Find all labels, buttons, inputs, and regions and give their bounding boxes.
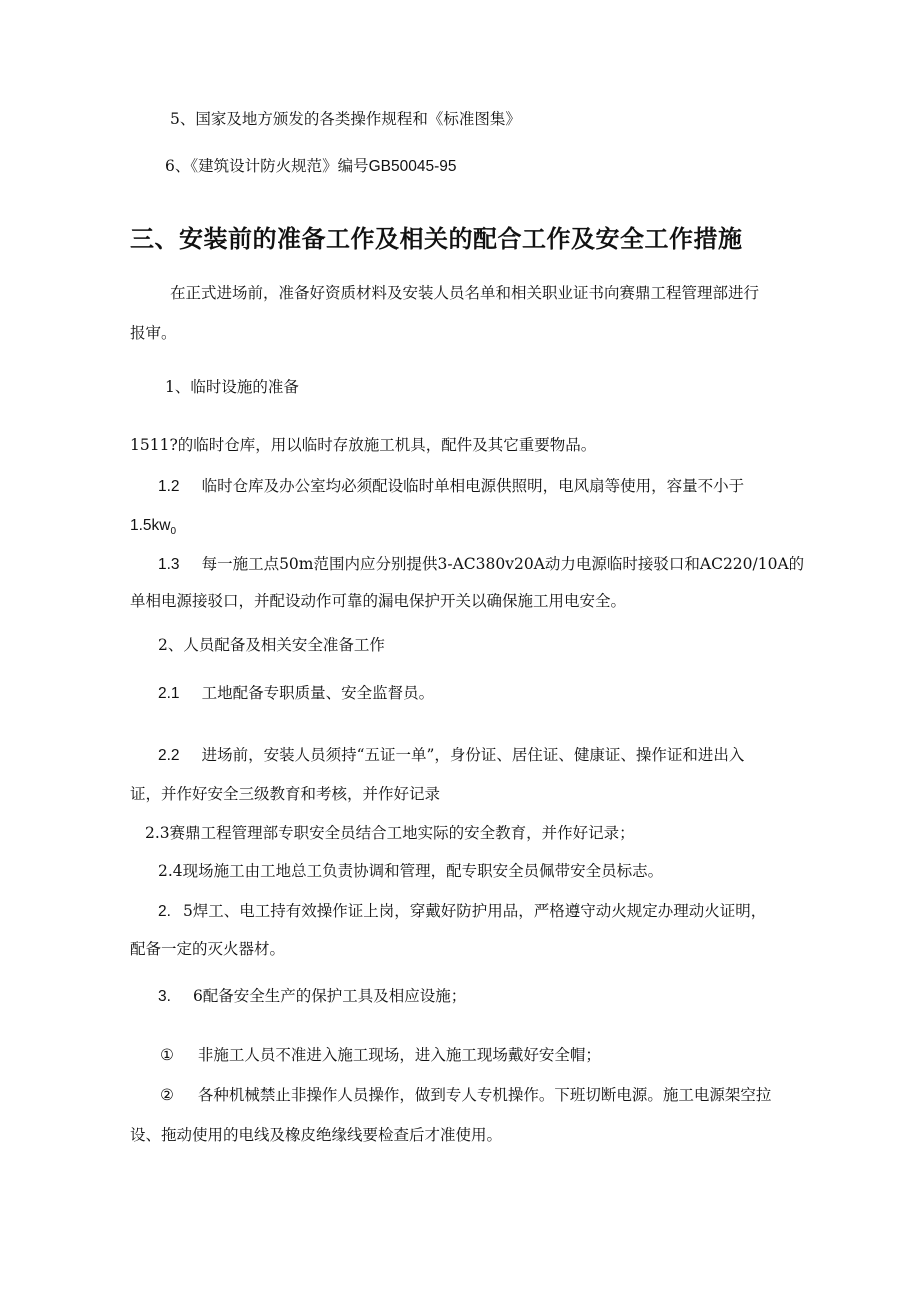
circled-number-2: ②	[160, 1086, 174, 1104]
subsection-2-heading: 2、人员配备及相关安全准备工作	[158, 636, 385, 654]
intro-paragraph-line-2: 报审。	[130, 324, 177, 342]
item-1-1: 1511?的临时仓库，用以临时存放施工机具，配件及其它重要物品。	[130, 436, 597, 454]
item-2-5-number: 2.	[158, 903, 171, 920]
item-1-2-text: 临时仓库及办公室均必须配设临时单相电源供照明，电风扇等使用，容量不小于	[201, 477, 745, 495]
item-1-3-continuation: 单相电源接驳口，并配设动作可靠的漏电保护开关以确保施工用电安全。	[130, 592, 627, 610]
item-1-3-text: 每一施工点50m范围内应分别提供3-AC380v20A动力电源临时接驳口和AC220/10A的	[201, 555, 805, 573]
subsection-1-heading: 1、临时设施的准备	[165, 378, 299, 396]
safety-rule-2	[160, 1084, 771, 1106]
item-1-3	[158, 553, 804, 576]
item-1-2	[158, 475, 744, 498]
item-2-4: 2.4现场施工由工地总工负责协调和管理，配专职安全员佩带安全员标志。	[158, 862, 664, 880]
item-2-1	[158, 682, 434, 705]
reference-item-5: 5、国家及地方颁发的各类操作规程和《标准图集》	[170, 110, 521, 128]
item-2-6-number: 3.	[158, 988, 171, 1005]
capacity-subscript: 0	[170, 526, 177, 538]
item-2-6	[158, 985, 466, 1008]
item-2-2	[158, 744, 744, 767]
safety-rule-1-text: 非施工人员不准进入施工现场，进入施工现场戴好安全帽；	[197, 1046, 601, 1064]
reference-item-6	[165, 155, 457, 178]
standard-code: GB50045-95	[368, 158, 457, 175]
circled-number-1: ①	[160, 1046, 174, 1064]
item-2-5-text: 5焊工、电工持有效操作证上岗，穿戴好防护用品，严格遵守动火规定办理动火证明，	[182, 902, 767, 920]
item-2-6-text: 6配备安全生产的保护工具及相应设施；	[192, 987, 467, 1005]
item-2-2-continuation: 证，并作好安全三级教育和考核，并作好记录	[130, 785, 441, 803]
item-2-1-number: 2.1	[158, 685, 180, 702]
safety-rule-1	[160, 1044, 601, 1066]
item-2-3: 2.3赛鼎工程管理部专职安全员结合工地实际的安全教育，并作好记录；	[145, 824, 635, 842]
safety-rule-2-continuation: 设、拖动使用的电线及橡皮绝缘线要检查后才准使用。	[130, 1126, 503, 1144]
item-2-5	[158, 900, 766, 923]
item-2-2-text: 进场前，安装人员须持“五证一单”，身份证、居住证、健康证、操作证和进出入	[201, 746, 745, 764]
item-1-3-number: 1.3	[158, 556, 180, 573]
capacity-value: 1.5kw	[130, 517, 171, 534]
item-2-5-continuation: 配备一定的灭火器材。	[130, 940, 286, 958]
intro-paragraph-line-1: 在正式进场前，准备好资质材料及安装人员名单和相关职业证书向赛鼎工程管理部进行	[170, 284, 760, 302]
reference-item-6-text: 6、《建筑设计防火规范》编号	[165, 157, 369, 175]
item-2-2-number: 2.2	[158, 747, 180, 764]
section-3-heading: 三、安装前的准备工作及相关的配合工作及安全工作措施	[130, 224, 743, 253]
item-2-1-text: 工地配备专职质量、安全监督员。	[201, 684, 435, 702]
item-1-2-continuation	[130, 514, 176, 543]
safety-rule-2-text: 各种机械禁止非操作人员操作，做到专人专机操作。下班切断电源。施工电源架空拉	[197, 1086, 772, 1104]
item-1-2-number: 1.2	[158, 478, 180, 495]
